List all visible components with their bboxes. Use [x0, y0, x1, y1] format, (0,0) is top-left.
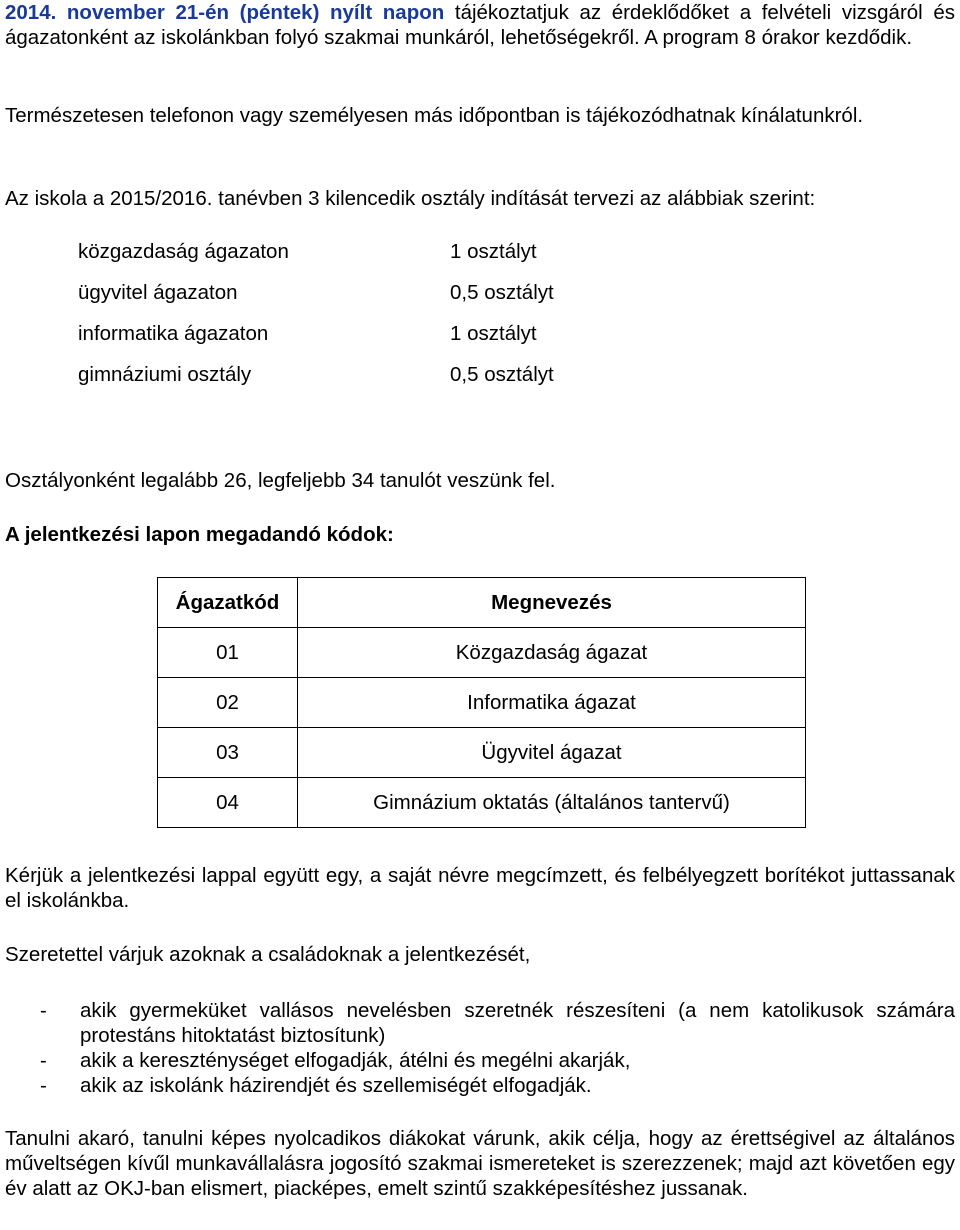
class-count: 1 osztályt: [450, 322, 537, 345]
table-row: [158, 728, 806, 778]
list-dash: -: [40, 1049, 47, 1072]
list-item-text: akik gyermeküket vallásos nevelésben szeretnék részesíteni (a nem katolikusok számára protestáns hitoktatást biztosítunk): [80, 999, 955, 1047]
name-cell: Ügyvitel ágazat: [298, 728, 806, 778]
list-dash: -: [40, 1074, 47, 1097]
class-count: 0,5 osztályt: [450, 363, 554, 386]
class-name: gimnáziumi osztály: [78, 363, 252, 386]
class-count: 0,5 osztályt: [450, 281, 554, 304]
code-cell: 02: [158, 678, 298, 728]
list-item-text: akik az iskolánk házirendjét és szellemiségét elfogadják.: [80, 1074, 592, 1097]
name-cell: Közgazdaság ágazat: [298, 628, 806, 678]
paragraph-class-size: Osztályonként legalább 26, legfeljebb 34 tanulót veszünk fel.: [5, 469, 556, 492]
list-dash: -: [40, 999, 47, 1022]
table-row: [158, 678, 806, 728]
list-item: [5, 998, 955, 1048]
code-cell: 04: [158, 778, 298, 828]
class-plan-row: [78, 363, 554, 404]
name-cell: Informatika ágazat: [298, 678, 806, 728]
paragraph-envelope: Kérjük a jelentkezési lappal együtt egy, a saját névre megcímzett, és felbélyegzett borítékot juttassanak el iskolánkba.: [5, 864, 955, 912]
class-count: 1 osztályt: [450, 240, 537, 263]
table-header-row: [158, 578, 806, 628]
paragraph-plan: Az iskola a 2015/2016. tanévben 3 kilencedik osztály indítását tervezi az alábbiak szerint:: [5, 187, 816, 210]
codes-table: [157, 577, 806, 828]
column-header: Megnevezés: [298, 578, 806, 628]
class-name: informatika ágazaton: [78, 322, 269, 345]
code-cell: 03: [158, 728, 298, 778]
table-row: [158, 778, 806, 828]
list-item-text: akik a kereszténységet elfogadják, átélni és megélni akarják,: [80, 1049, 631, 1072]
open-day-date: 2014. november 21-én (péntek) nyílt napon: [5, 1, 445, 24]
intro-paragraph: [5, 0, 955, 50]
list-item: [5, 1048, 955, 1073]
name-cell: Gimnázium oktatás (általános tantervű): [298, 778, 806, 828]
list-item: [5, 1073, 955, 1098]
column-header: Ágazatkód: [158, 578, 298, 628]
class-plan-list: [78, 240, 554, 404]
table-row: [158, 628, 806, 678]
class-name: ügyvitel ágazaton: [78, 281, 238, 304]
intro-text: tájékoztatjuk az érdeklődőket a felvételi vizsgáról és ágazatonként az iskolánkban folyó szakmai munkáról, lehetőségekről. A program 8 órakor kezdődik.: [5, 1, 955, 49]
class-name: közgazdaság ágazaton: [78, 240, 289, 263]
code-cell: 01: [158, 628, 298, 678]
class-plan-row: [78, 240, 554, 281]
class-plan-row: [78, 322, 554, 363]
paragraph-target-students: Tanulni akaró, tanulni képes nyolcadikos diákokat várunk, akik célja, hogy az érettségivel az általános műveltségen kívűl munkavállalásra jogosító szakmai ismereteket is szerezzenek; majd azt követően egy év alatt az OKJ-ban elismert, piacképes, emelt szintű szakképesítéshez jussanak.: [5, 1127, 955, 1200]
paragraph-contact: Természetesen telefonon vagy személyesen más időpontban is tájékozódhatnak kínálatunkról.: [5, 104, 864, 127]
class-plan-row: [78, 281, 554, 322]
paragraph-welcome: Szeretettel várjuk azoknak a családoknak a jelentkezését,: [5, 943, 531, 966]
criteria-list: [5, 998, 955, 1098]
codes-heading: A jelentkezési lapon megadandó kódok:: [5, 523, 394, 546]
